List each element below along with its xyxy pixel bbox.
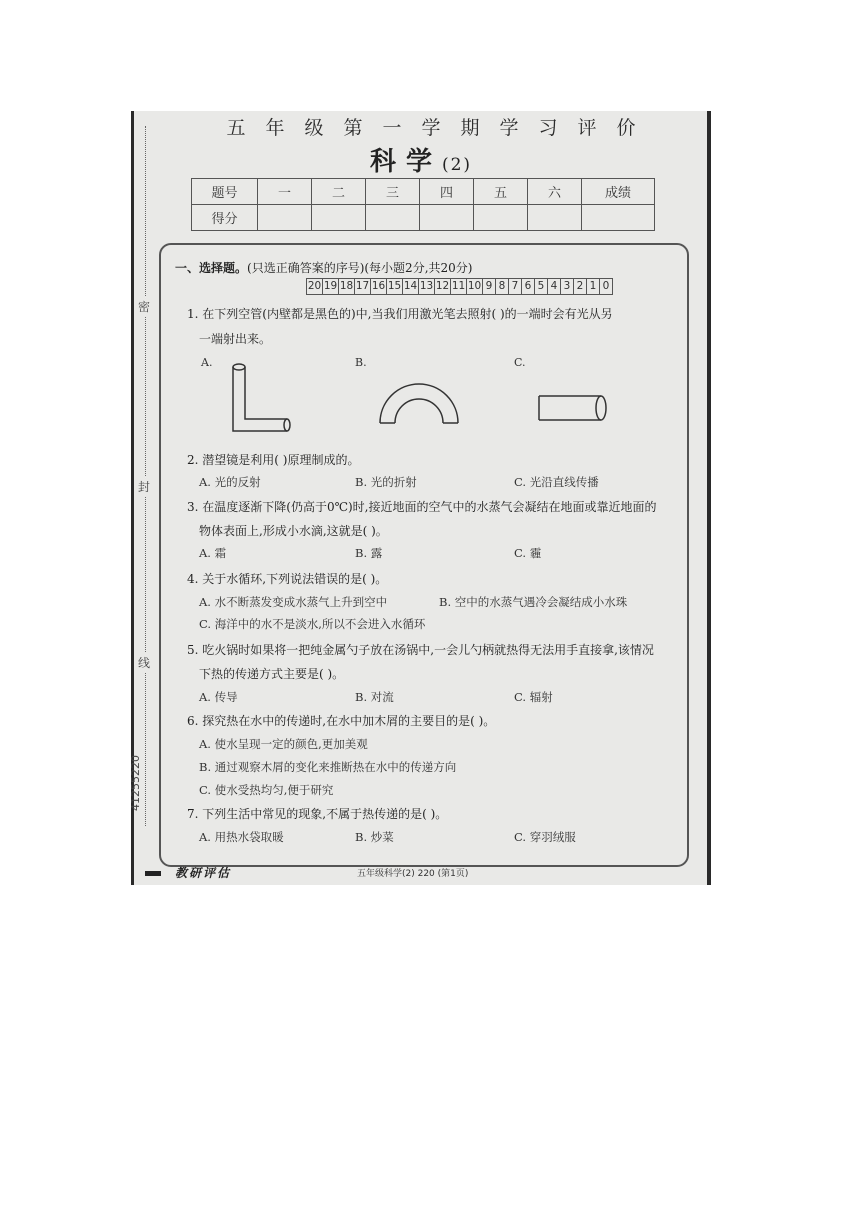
q4-option-a: A. 水不断蒸发变成水蒸气上升到空中	[199, 595, 388, 609]
score-strip-cell: 10	[466, 278, 483, 295]
score-table	[191, 178, 655, 231]
binding-char-line: 线	[138, 652, 150, 673]
binding-char-close: 封	[138, 476, 150, 497]
question-1-text-cont: 一端射出来。	[199, 332, 272, 346]
q7-option-c: C. 穿羽绒服	[514, 830, 576, 844]
exam-paper-photo	[131, 111, 711, 885]
score-blank	[474, 205, 528, 231]
volume-number: (2)	[441, 155, 473, 175]
question-4-text: 4. 关于水循环,下列说法错误的是( )。	[187, 572, 388, 586]
arc-shaped-tube-figure	[377, 379, 461, 427]
q1-option-a-label: A.	[201, 356, 213, 369]
binding-char-seal: 密	[138, 296, 150, 317]
score-strip-cell: 18	[338, 278, 355, 295]
score-table-header-row	[192, 179, 655, 205]
score-strip-cell: 15	[386, 278, 403, 295]
score-strip-cell: 11	[450, 278, 467, 295]
exam-series-title: 五年级第一学期学习评价	[226, 117, 656, 139]
q2-option-c: C. 光沿直线传播	[514, 475, 599, 489]
score-strip-cell: 12	[434, 278, 451, 295]
section-instruction: (只选正确答案的序号)(每小题2分,共20分)	[247, 261, 473, 275]
score-table-cell: 二	[312, 179, 366, 205]
score-strip-cell: 7	[508, 278, 522, 295]
footer-bar-mark	[145, 871, 161, 876]
score-table-cell: 四	[420, 179, 474, 205]
q6-option-a: A. 使水呈现一定的颜色,更加美观	[199, 737, 368, 751]
question-3-text: 3. 在温度逐渐下降(仍高于0℃)时,接近地面的空气中的水蒸气会凝结在地面或靠近地面的	[187, 500, 657, 514]
question-6-text: 6. 探究热在水中的传递时,在水中加木屑的主要目的是( )。	[187, 714, 496, 728]
score-strip-cell: 1	[586, 278, 600, 295]
q5-option-c: C. 辐射	[514, 690, 553, 704]
exam-subject-title	[331, 141, 511, 178]
q3-option-a: A. 霜	[199, 546, 227, 560]
score-table-cell: 得分	[192, 205, 258, 231]
section-title: 一、选择题。	[175, 261, 248, 275]
score-strip	[307, 278, 613, 295]
score-strip-cell: 0	[599, 278, 613, 295]
q3-option-b: B. 露	[355, 546, 383, 560]
q5-option-a: A. 传导	[199, 690, 238, 704]
q3-option-c: C. 霾	[514, 546, 542, 560]
score-strip-cell: 20	[306, 278, 323, 295]
question-2-text: 2. 潜望镜是利用( )原理制成的。	[187, 453, 360, 467]
paper-code: 41255220	[129, 755, 142, 811]
score-strip-cell: 8	[495, 278, 509, 295]
score-strip-cell: 3	[560, 278, 574, 295]
score-strip-cell: 17	[354, 278, 371, 295]
score-blank	[420, 205, 474, 231]
score-table-cell: 六	[528, 179, 582, 205]
subject-name: 科学	[369, 147, 442, 177]
score-blank	[582, 205, 655, 231]
q2-option-a: A. 光的反射	[199, 475, 261, 489]
score-strip-cell: 19	[322, 278, 339, 295]
l-shaped-tube-figure	[227, 359, 293, 439]
score-table-cell: 成绩	[582, 179, 655, 205]
q1-option-c-label: C.	[514, 356, 526, 369]
q7-option-a: A. 用热水袋取暖	[199, 830, 284, 844]
score-blank	[366, 205, 420, 231]
score-table-cell: 一	[258, 179, 312, 205]
question-1-text: 1. 在下列空管(内壁都是黑色的)中,当我们用激光笔去照射( )的一端时会有光从另	[187, 307, 613, 321]
question-7-text: 7. 下列生活中常见的现象,不属于热传递的是( )。	[187, 807, 448, 821]
score-strip-cell: 14	[402, 278, 419, 295]
score-table-score-row	[192, 205, 655, 231]
score-table-cell: 题号	[192, 179, 258, 205]
score-strip-cell: 9	[482, 278, 496, 295]
score-table-cell: 三	[366, 179, 420, 205]
q6-option-b: B. 通过观察木屑的变化来推断热在水中的传递方向	[199, 760, 457, 774]
footer-brand: 教研评估	[175, 866, 232, 880]
score-strip-cell: 6	[521, 278, 535, 295]
footer-page-number: 五年级科学(2) 220 (第1页)	[357, 869, 469, 879]
score-strip-cell: 2	[573, 278, 587, 295]
question-5-text-cont: 下热的传递方式主要是( )。	[199, 667, 345, 681]
score-blank	[258, 205, 312, 231]
score-table-cell: 五	[474, 179, 528, 205]
score-blank	[528, 205, 582, 231]
question-5-text: 5. 吃火锅时如果将一把纯金属勺子放在汤锅中,一会儿勺柄就热得无法用手直接拿,该情况	[187, 643, 654, 657]
photo-edge-right	[707, 111, 711, 885]
q6-option-c: C. 使水受热均匀,便于研究	[199, 783, 334, 797]
q7-option-b: B. 炒菜	[355, 830, 394, 844]
score-blank	[312, 205, 366, 231]
straight-tube-figure	[535, 393, 609, 423]
score-strip-cell: 4	[547, 278, 561, 295]
score-strip-cell: 13	[418, 278, 435, 295]
score-strip-cell: 5	[534, 278, 548, 295]
q1-option-b-label: B.	[355, 356, 367, 369]
q4-option-c: C. 海洋中的水不是淡水,所以不会进入水循环	[199, 617, 426, 631]
section-heading	[175, 259, 472, 276]
q4-option-b: B. 空中的水蒸气遇冷会凝结成小水珠	[439, 595, 628, 609]
q2-option-b: B. 光的折射	[355, 475, 417, 489]
q5-option-b: B. 对流	[355, 690, 394, 704]
question-3-text-cont: 物体表面上,形成小水滴,这就是( )。	[199, 524, 388, 538]
score-strip-cell: 16	[370, 278, 387, 295]
